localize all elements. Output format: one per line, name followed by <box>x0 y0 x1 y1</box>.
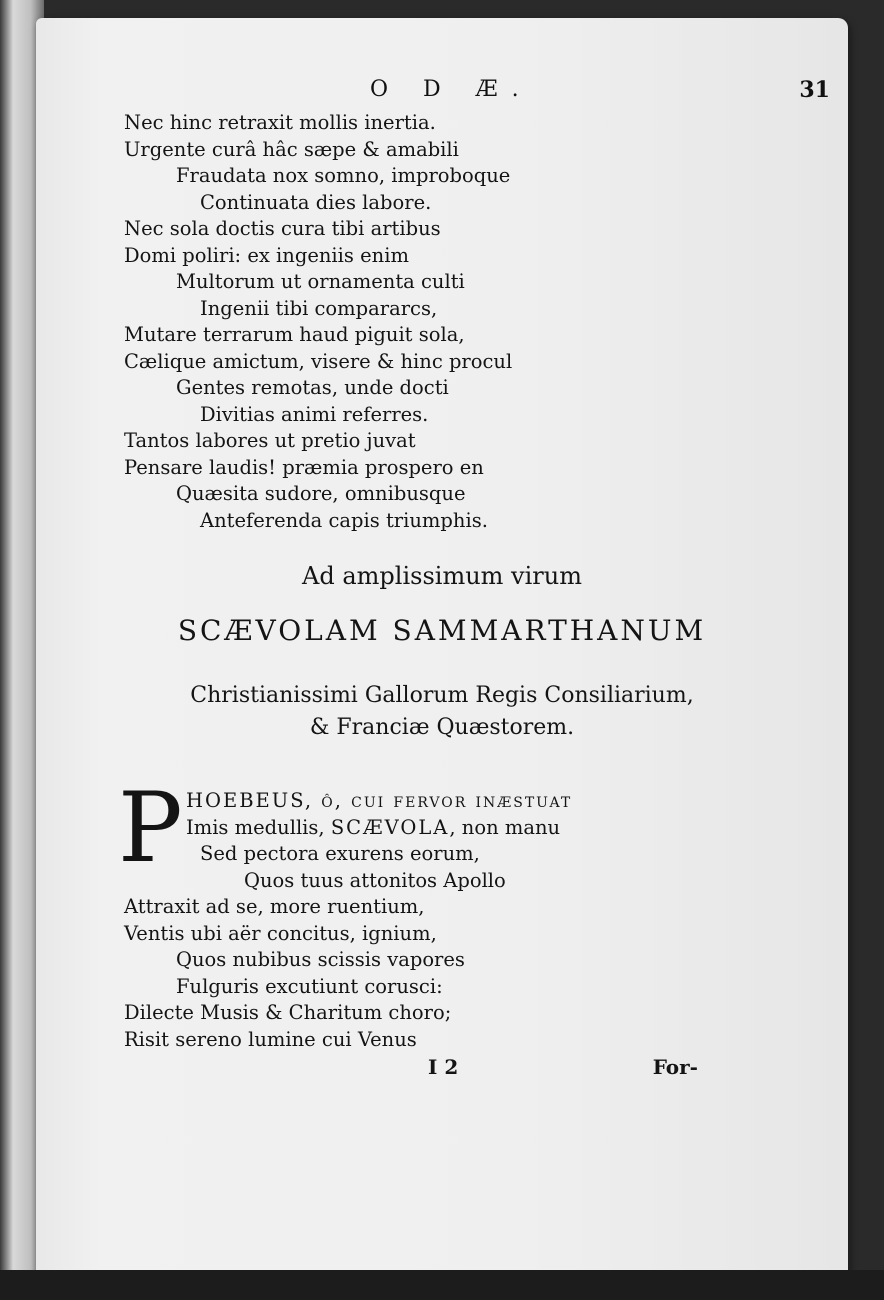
poem-line: Dilecte Musis & Charitum choro; <box>124 1001 452 1024</box>
first-word-smallcaps: HOEBEUS, ô, cui fervor inæstuat <box>186 789 573 812</box>
poem-line: Sed pectora exurens eorum, <box>200 842 480 865</box>
poem-line: Urgente curâ hâc sæpe & amabili <box>124 137 459 161</box>
dedicatee-name: SCÆVOLAM SAMMARTHANUM <box>177 614 707 647</box>
poem-line: Attraxit ad se, more ruentium, <box>124 895 425 918</box>
poem-line: Risit sereno lumine cui Venus <box>124 1027 417 1051</box>
poem-stanza-1 <box>124 110 884 534</box>
poem-line: Ingenii tibi compararcs, <box>200 296 438 320</box>
running-title: O D Æ. <box>370 77 533 102</box>
poem-line-part: , non manu <box>449 815 561 839</box>
poem-line: Mutare terrarum haud piguit sola, <box>124 323 465 346</box>
page-number: 31 <box>799 77 830 103</box>
poem-line: Fraudata nox somno, improboque <box>176 164 511 187</box>
catchword: For- <box>652 1055 698 1079</box>
poem-line: Fulguris excutiunt corusci: <box>176 974 443 998</box>
poem-line <box>124 788 884 815</box>
poem-line <box>124 815 884 842</box>
poem-line: Continuata dies labore. <box>200 190 432 214</box>
page-footer <box>36 1055 848 1085</box>
drop-cap: P <box>118 772 183 884</box>
name-smallcaps: SCÆVOLA <box>330 815 450 839</box>
scan-background <box>0 1270 884 1300</box>
poem-line-part: Imis medullis, <box>186 815 331 839</box>
poem-line: Ventis ubi aër concitus, ignium, <box>124 921 437 945</box>
dedicatee-title-line-2: & Franciæ Quæstorem. <box>309 715 575 740</box>
dedicatee-titles <box>36 680 848 744</box>
poem-line: Domi poliri: ex ingeniis enim <box>124 243 409 267</box>
poem-line: Divitias animi referres. <box>200 402 429 426</box>
poem-line: Multorum ut ornamenta culti <box>176 270 465 293</box>
poem-line: Cælique amictum, visere & hinc procul <box>124 349 513 373</box>
poem-stanza-2 <box>124 788 884 1053</box>
poem-line: Gentes remotas, unde docti <box>176 376 449 399</box>
poem-line: Quos tuus attonitos Apollo <box>244 868 506 892</box>
poem-line: Pensare laudis! præmia prospero en <box>124 455 484 479</box>
dedication-heading: Ad amplissimum virum <box>302 562 582 590</box>
dedicatee-title-line-1: Christianissimi Gallorum Regis Consiliarium, <box>190 683 694 708</box>
poem-line: Anteferenda capis triumphis. <box>200 508 488 532</box>
poem-line: Tantos labores ut pretio juvat <box>124 429 416 452</box>
page-header <box>370 75 830 115</box>
poem-line: Quos nubibus scissis vapores <box>176 948 465 971</box>
poem-line: Nec hinc retraxit mollis inertia. <box>124 111 436 134</box>
poem-line: Quæsita sudore, omnibusque <box>176 482 466 505</box>
signature-mark: I 2 <box>428 1055 459 1079</box>
poem-line: Nec sola doctis cura tibi artibus <box>124 217 441 240</box>
